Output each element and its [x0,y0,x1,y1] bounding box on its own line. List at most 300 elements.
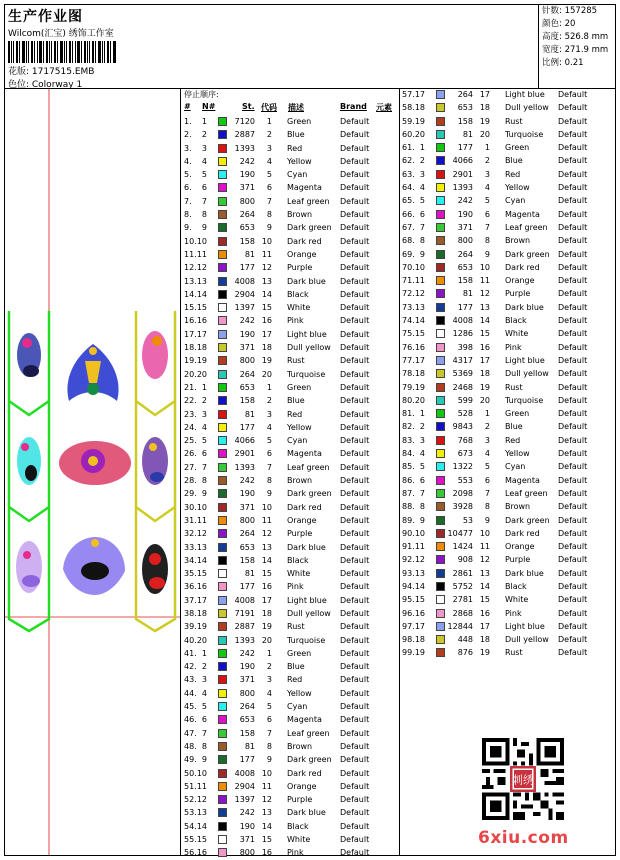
color-swatch [436,276,445,285]
motif-right-bottom [142,544,168,594]
needle-number: 3 [201,143,207,153]
row-number: 87. [402,488,415,498]
color-swatch [218,622,227,631]
color-code: 7 [484,488,490,498]
color-description: Light blue [505,90,545,99]
color-code: 1 [266,382,272,392]
thread-brand: Default [558,608,588,618]
color-swatch [436,183,445,192]
row-number: 20. [184,369,197,379]
thread-brand: Default [558,502,588,512]
thread-brand: Default [340,502,370,512]
thread-brand: Default [340,741,370,751]
color-code: 17 [479,355,490,365]
color-code: 16 [479,608,490,618]
color-description: Yellow [287,156,312,166]
thread-brand: Default [340,263,370,273]
needle-number: 18 [196,608,207,618]
color-swatch [436,396,445,405]
row-number: 47. [184,728,197,738]
color-code: 11 [479,542,490,552]
stitch-count: 177 [239,755,255,765]
stitch-count: 2904 [234,781,255,791]
motif-right-top [142,331,168,379]
color-code: 15 [261,835,272,845]
needle-number: 9 [419,249,425,259]
stat-colors: 颜色: 20 [542,19,576,29]
color-description: Leaf green [505,222,548,232]
row-number: 94. [402,581,415,591]
stitch-count: 2781 [452,595,473,605]
stitch-count: 4008 [234,768,255,778]
thread-brand: Default [558,435,588,445]
stitch-count: 10477 [447,528,473,538]
thread-brand: Default [340,223,370,233]
stitch-count: 371 [239,183,255,193]
needle-number: 5 [419,196,425,206]
needle-number: 2 [201,130,207,140]
stitch-count: 448 [457,635,473,645]
row-number: 96. [402,608,415,618]
stitch-count: 81 [244,741,255,751]
color-swatch [436,383,445,392]
thread-brand: Default [340,249,370,259]
color-swatch [436,369,445,378]
stitch-count: 264 [239,702,255,712]
color-code: 17 [261,595,272,605]
color-swatch [218,157,227,166]
thread-brand: Default [340,848,370,858]
color-description: Light blue [505,355,545,365]
needle-number: 17 [414,90,425,99]
color-description: Orange [287,249,317,259]
color-code: 18 [479,635,490,645]
row-number: 85. [402,462,415,472]
color-swatch [218,396,227,405]
stat-width: 宽度: 271.9 mm [542,45,609,55]
color-swatch [218,223,227,232]
needle-number: 10 [196,236,207,246]
needle-number: 11 [196,249,207,259]
color-code: 19 [261,622,272,632]
color-description: Pink [287,582,304,592]
row-number: 46. [184,715,197,725]
stitch-count: 673 [457,449,473,459]
color-swatch [436,489,445,498]
thread-brand: Default [558,528,588,538]
needle-number: 12 [196,263,207,273]
needle-number: 12 [414,555,425,565]
color-swatch [218,356,227,365]
color-description: Rust [505,116,523,126]
color-swatch [218,303,227,312]
color-description: Brown [287,476,313,486]
color-code: 2 [484,156,490,166]
color-swatch [218,117,227,126]
needle-number: 8 [201,476,207,486]
page-title: 生产作业图 [8,9,83,25]
thread-brand: Default [340,808,370,818]
row-number: 22. [184,396,197,406]
stitch-count: 81 [244,249,255,259]
color-description: Dark green [505,249,550,259]
needle-number: 10 [196,502,207,512]
thread-brand: Default [558,196,588,206]
thread-brand: Default [340,236,370,246]
stitch-count: 2868 [452,608,473,618]
color-swatch [218,689,227,698]
thread-brand: Default [558,488,588,498]
needle-number: 6 [201,449,207,459]
row-number: 34. [184,555,197,565]
row-number: 88. [402,502,415,512]
needle-number: 20 [196,635,207,645]
thread-brand: Default [340,143,370,153]
color-swatch [436,502,445,511]
thread-brand: Default [558,183,588,193]
needle-number: 6 [201,183,207,193]
row-number: 51. [184,781,197,791]
row-number: 64. [402,183,415,193]
color-description: Dark blue [287,276,326,286]
row-number: 98. [402,635,415,645]
row-number: 5. [184,170,192,180]
thread-brand: Default [340,595,370,605]
color-description: Leaf green [287,462,330,472]
color-code: 13 [479,568,490,578]
needle-number: 15 [414,595,425,605]
thread-brand: Default [558,143,588,153]
color-description: Green [287,382,312,392]
color-description: White [287,569,311,579]
stitch-count: 653 [239,715,255,725]
needle-number: 19 [196,622,207,632]
color-code: 14 [261,289,272,299]
color-swatch [218,144,227,153]
color-code: 16 [479,342,490,352]
stitch-count: 158 [239,396,255,406]
needle-number: 2 [419,156,425,166]
color-swatch [218,316,227,325]
thread-brand: Default [340,117,370,126]
color-description: Cyan [287,702,308,712]
stitch-count: 398 [457,342,473,352]
thread-brand: Default [558,169,588,179]
color-code: 8 [484,502,490,512]
color-swatch [218,197,227,206]
color-code: 7 [266,728,272,738]
color-swatch [218,662,227,671]
color-code: 16 [261,316,272,326]
needle-number: 5 [419,462,425,472]
color-description: Dark blue [505,302,544,312]
row-number: 77. [402,355,415,365]
needle-number: 1 [419,143,425,153]
needle-number: 14 [196,821,207,831]
color-code: 3 [266,675,272,685]
thread-brand: Default [558,355,588,365]
color-swatch [436,210,445,219]
stitch-count: 4008 [452,316,473,326]
stitch-count: 653 [457,262,473,272]
color-swatch [218,769,227,778]
color-code: 16 [261,848,272,858]
row-number: 83. [402,435,415,445]
thread-brand: Default [340,170,370,180]
color-swatch [436,529,445,538]
row-number: 30. [184,502,197,512]
color-swatch [218,715,227,724]
column-divider-1 [180,88,181,856]
stitch-count: 371 [239,835,255,845]
color-swatch [218,503,227,512]
color-description: Light blue [287,329,327,339]
thread-brand: Default [558,568,588,578]
needle-number: 10 [196,768,207,778]
needle-number: 19 [414,648,425,658]
color-swatch [436,422,445,431]
stitch-count: 1397 [234,795,255,805]
thread-brand: Default [340,515,370,525]
color-description: Purple [505,289,531,299]
row-number: 52. [184,795,197,805]
color-description: Dark blue [287,808,326,818]
thread-brand: Default [340,289,370,299]
color-description: Purple [287,263,313,273]
thread-brand: Default [340,569,370,579]
row-number: 50. [184,768,197,778]
color-swatch [218,250,227,259]
color-swatch [218,476,227,485]
stitch-count: 12844 [447,621,473,631]
thread-brand: Default [340,821,370,831]
color-code: 2 [266,396,272,406]
needle-number: 7 [201,196,207,206]
thread-brand: Default [340,648,370,658]
row-number: 78. [402,369,415,379]
needle-number: 13 [196,542,207,552]
color-swatch [218,330,227,339]
needle-number: 9 [419,515,425,525]
needle-number: 1 [419,409,425,419]
row-number: 76. [402,342,415,352]
row-number: 69. [402,249,415,259]
row-number: 70. [402,262,415,272]
color-description: Orange [287,515,317,525]
stitch-count: 242 [239,156,255,166]
color-description: Dull yellow [287,343,331,353]
stitch-count: 800 [239,515,255,525]
header-n: N# [202,102,216,111]
stitch-count: 1424 [452,542,473,552]
color-description: Black [505,316,527,326]
thread-brand: Default [558,342,588,352]
stitch-count: 242 [239,476,255,486]
color-swatch [436,436,445,445]
motif-left-middle [17,437,41,485]
color-code: 9 [266,489,272,499]
thread-brand: Default [558,222,588,232]
needle-number: 9 [201,489,207,499]
thread-brand: Default [340,462,370,472]
row-number: 61. [402,143,415,153]
needle-number: 9 [201,755,207,765]
color-description: Cyan [505,196,526,206]
stitch-count: 242 [239,316,255,326]
color-description: Pink [505,608,522,618]
thread-brand: Default [340,635,370,645]
needle-number: 4 [419,183,425,193]
color-description: Purple [287,795,313,805]
thread-brand: Default [340,422,370,432]
color-code: 12 [261,795,272,805]
color-description: Rust [287,622,305,632]
color-swatch [436,236,445,245]
needle-number: 13 [196,808,207,818]
row-number: 48. [184,741,197,751]
color-swatch [218,835,227,844]
color-description: Rust [287,356,305,366]
needle-number: 5 [201,436,207,446]
color-description: White [287,303,311,313]
row-number: 18. [184,343,197,353]
row-number: 4. [184,156,192,166]
color-description: Dull yellow [287,608,331,618]
color-code: 7 [484,222,490,232]
row-number: 21. [184,382,197,392]
color-swatch [436,449,445,458]
color-description: Turquoise [505,129,544,139]
color-code: 10 [261,768,272,778]
color-swatch [436,462,445,471]
color-description: Cyan [287,436,308,446]
row-number: 42. [184,662,197,672]
color-description: Red [287,143,303,153]
thread-brand: Default [340,529,370,539]
row-number: 10. [184,236,197,246]
thread-brand: Default [340,156,370,166]
thread-brand: Default [558,635,588,645]
color-code: 6 [484,475,490,485]
stitch-count: 1397 [234,303,255,313]
thread-brand: Default [558,422,588,432]
thread-brand: Default [558,302,588,312]
needle-number: 15 [196,835,207,845]
color-code: 9 [266,755,272,765]
stitch-count: 242 [239,648,255,658]
row-number: 55. [184,835,197,845]
color-swatch [218,822,227,831]
color-code: 3 [484,169,490,179]
color-swatch [436,582,445,591]
color-code: 18 [261,608,272,618]
stitch-count: 1393 [234,462,255,472]
needle-number: 7 [419,222,425,232]
color-code: 4 [484,449,490,459]
needle-number: 17 [196,329,207,339]
stitch-count: 4008 [234,276,255,286]
color-description: Magenta [505,209,540,219]
color-code: 11 [261,515,272,525]
color-code: 2 [484,422,490,432]
color-swatch [436,196,445,205]
needle-number: 8 [201,741,207,751]
color-swatch [436,289,445,298]
stat-height: 高度: 526.8 mm [542,32,609,42]
color-code: 5 [484,196,490,206]
color-description: Dark green [505,515,550,525]
header-brand: Brand [340,102,367,111]
stitch-count: 4066 [452,156,473,166]
color-description: Dark red [287,502,322,512]
needle-number: 3 [419,435,425,445]
color-description: Dark red [287,768,322,778]
needle-number: 7 [201,462,207,472]
color-description: Leaf green [505,488,548,498]
color-swatch [218,436,227,445]
color-swatch [218,183,227,192]
color-code: 11 [479,276,490,286]
row-number: 29. [184,489,197,499]
color-code: 12 [479,289,490,299]
stitch-count: 190 [239,821,255,831]
color-swatch [436,635,445,644]
color-code: 20 [261,635,272,645]
color-code: 17 [479,90,490,99]
color-swatch [436,569,445,578]
color-code: 4 [266,688,272,698]
needle-number: 19 [414,116,425,126]
stitch-count: 5752 [452,581,473,591]
stitch-count: 264 [239,369,255,379]
needle-number: 16 [196,316,207,326]
color-code: 11 [261,249,272,259]
row-number: 32. [184,529,197,539]
color-description: Magenta [287,715,322,725]
row-number: 62. [402,156,415,166]
stitch-count: 190 [239,170,255,180]
needle-number: 15 [196,303,207,313]
row-number: 81. [402,409,415,419]
thread-brand: Default [340,781,370,791]
color-description: Red [505,435,521,445]
thread-brand: Default [558,103,588,113]
needle-number: 4 [201,156,207,166]
row-number: 6. [184,183,192,193]
color-swatch [218,569,227,578]
stitch-count: 158 [239,728,255,738]
thread-brand: Default [558,249,588,259]
needle-number: 9 [201,223,207,233]
row-number: 39. [184,622,197,632]
needle-number: 3 [201,409,207,419]
color-description: Magenta [505,475,540,485]
color-code: 13 [479,302,490,312]
color-swatch [436,409,445,418]
needle-number: 19 [196,356,207,366]
color-swatch [218,808,227,817]
needle-number: 16 [196,848,207,858]
row-number: 40. [184,635,197,645]
color-description: Black [287,821,309,831]
row-number: 90. [402,528,415,538]
row-number: 13. [184,276,197,286]
watermark: 6xiu.com [478,828,569,848]
stitch-count: 177 [239,263,255,273]
row-number: 15. [184,303,197,313]
thread-brand: Default [558,289,588,299]
color-code: 1 [484,409,490,419]
